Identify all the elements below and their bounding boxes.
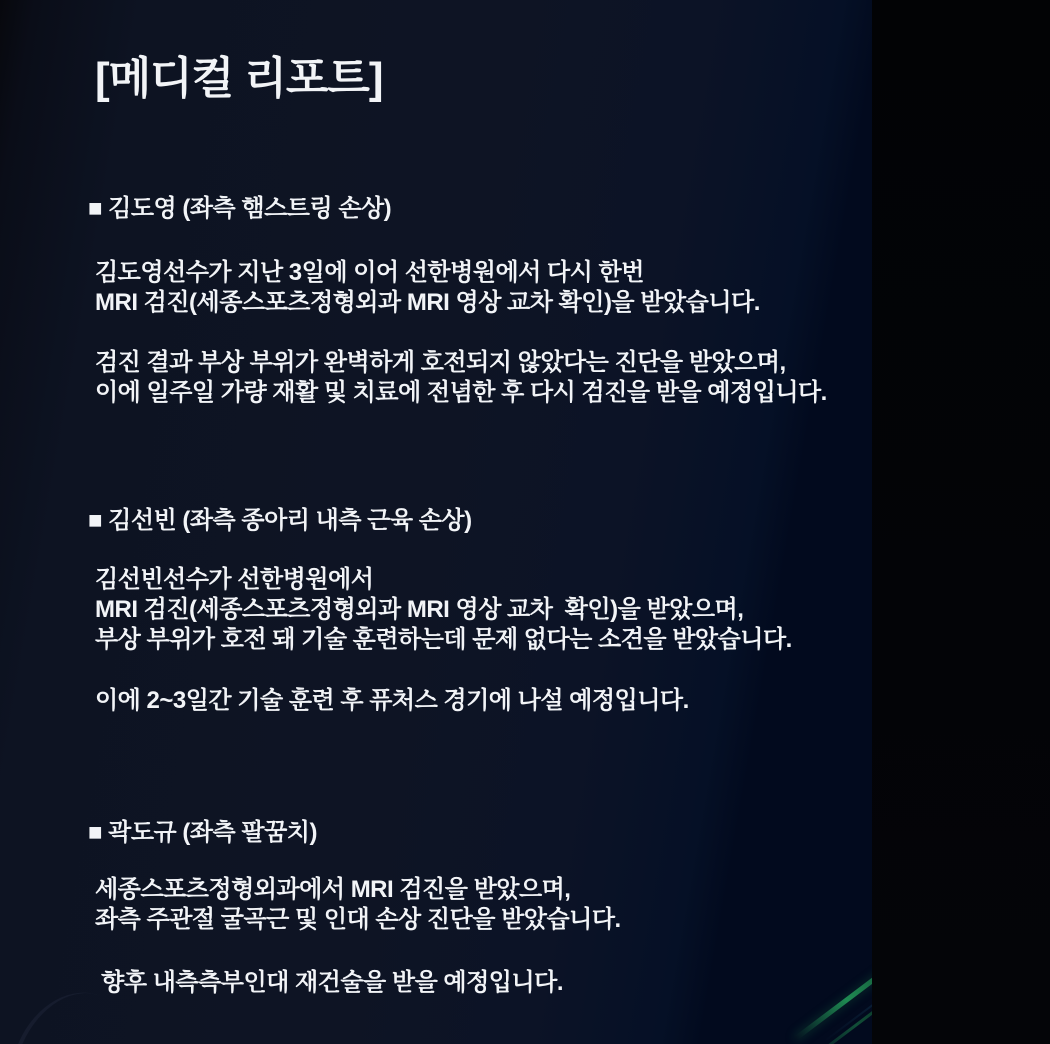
report-line: 세종스포츠정형외과에서 MRI 검진을 받았으며, [95,876,571,903]
report-line: 부상 부위가 호전 돼 기술 훈련하는데 문제 없다는 소견을 받았습니다. [95,626,792,653]
paragraph [95,348,867,408]
report-line: 이에 일주일 가량 재활 및 치료에 전념한 후 다시 검진을 받을 예정입니다. [95,379,827,406]
paragraph [95,686,867,716]
report-line: 김선빈선수가 선한병원에서 [95,566,374,593]
section-kim-sunbin [88,506,867,716]
paragraph [95,875,867,935]
report-line: 검진 결과 부상 부위가 완벽하게 호전되지 않았다는 진단을 받았으며, [95,349,786,376]
teal-streak-decoration [825,991,872,1041]
report-line: MRI 검진(세종스포츠정형외과 MRI 영상 교차 확인)을 받았습니다. [95,289,760,316]
report-line: 김도영선수가 지난 3일에 이어 선한병원에서 다시 한번 [95,259,644,286]
paragraph [95,968,867,998]
report-line: 좌측 주관절 굴곡근 및 인대 손상 진단을 받았습니다. [95,906,621,933]
report-content [88,0,867,998]
section-kwak-dokyu [88,818,867,998]
section-heading: ■ 김도영 (좌측 햄스트링 손상) [88,195,392,222]
section-heading: ■ 곽도규 (좌측 팔꿈치) [88,819,317,846]
report-line: MRI 검진(세종스포츠정형외과 MRI 영상 교차 확인)을 받았으며, [95,596,744,623]
report-line: 이에 2~3일간 기술 훈련 후 퓨처스 경기에 나설 예정입니다. [95,687,689,714]
section-kim-doyoung [88,194,867,408]
paragraph [95,258,867,318]
report-line: 향후 내측측부인대 재건술을 받을 예정입니다. [95,969,564,996]
green-streak-decoration [805,999,872,1044]
section-heading: ■ 김선빈 (좌측 종아리 내측 근육 손상) [88,507,472,534]
paragraph [95,565,867,655]
black-right-column [872,0,1050,1044]
report-title: [메디컬 리포트] [95,54,383,103]
